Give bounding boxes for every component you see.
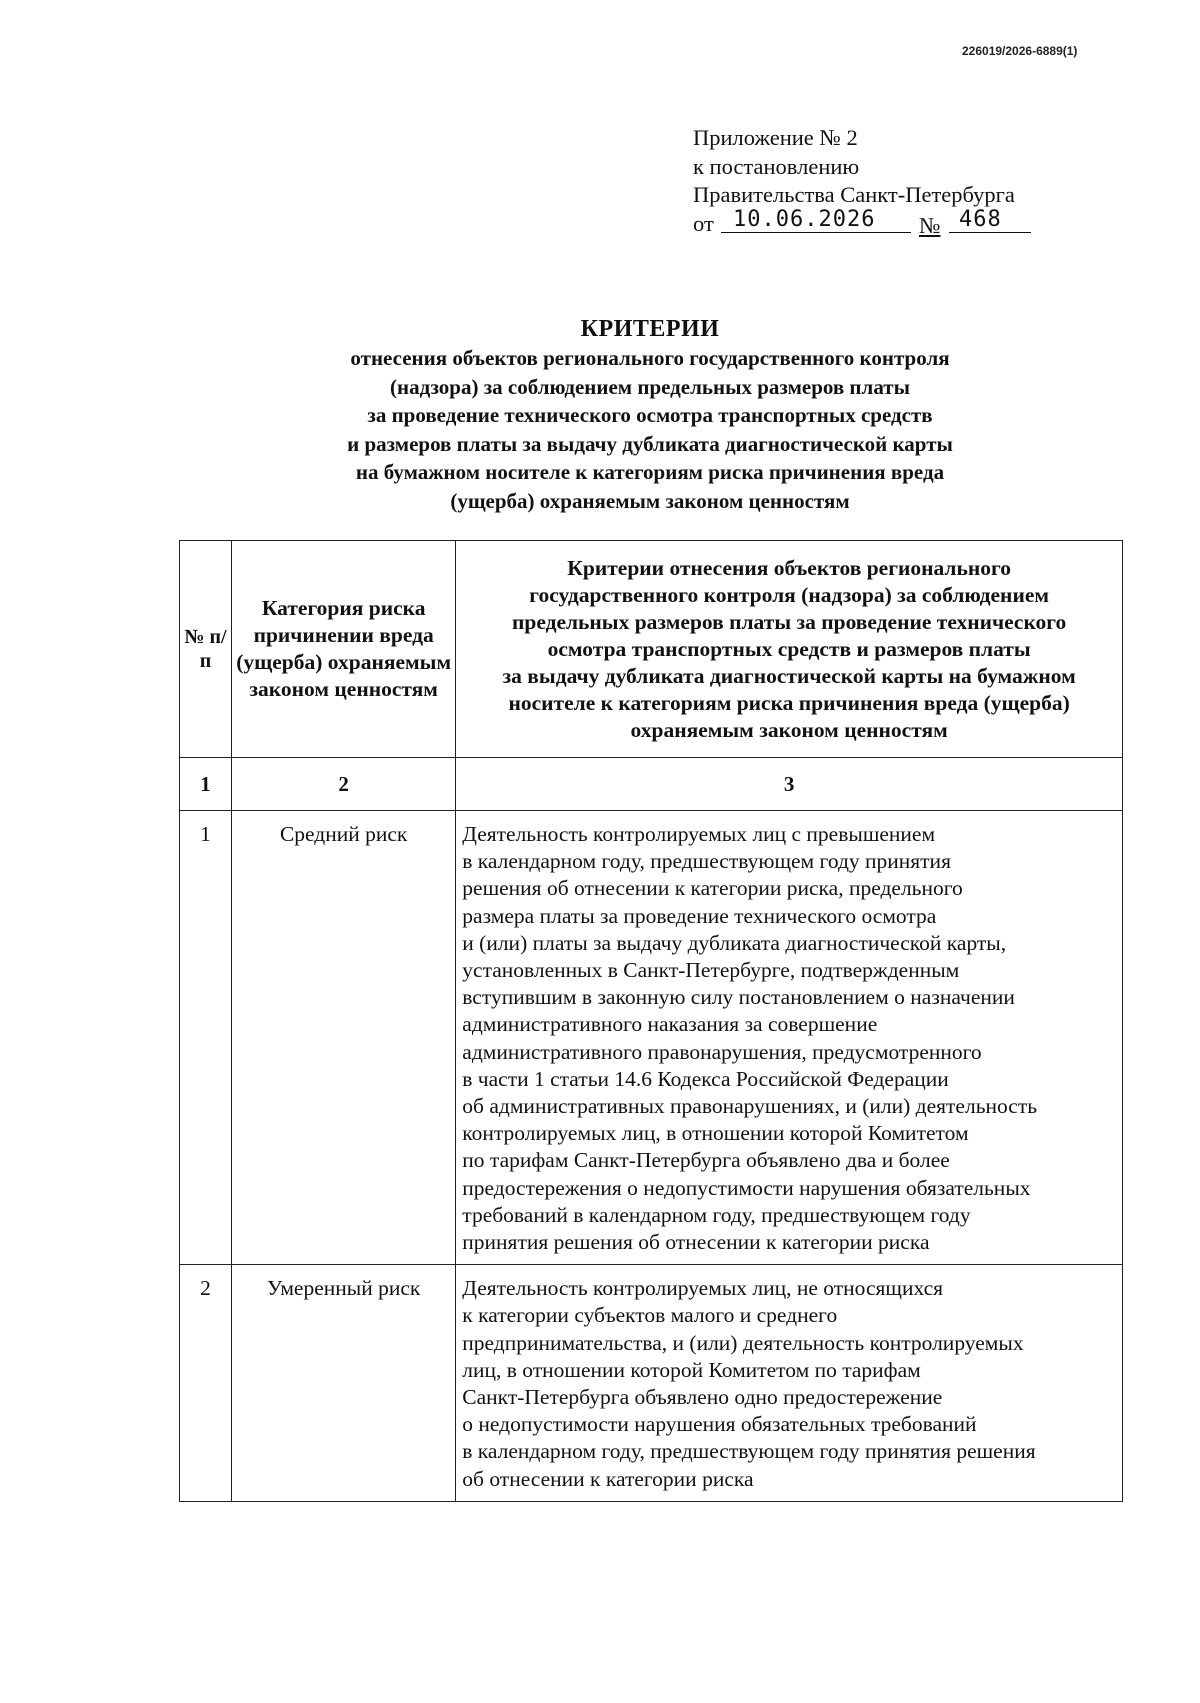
number-label: №	[919, 212, 941, 238]
appendix-line-3: Правительства Санкт-Петербурга	[693, 182, 1015, 207]
document-id: 226019/2026-6889(1)	[962, 44, 1078, 58]
appendix-block	[693, 124, 1015, 240]
criteria-table	[179, 540, 1123, 1502]
header-category: Категория риска причинении вреда (ущерба) охраняемым законом ценностям	[232, 541, 456, 758]
row-number: 1	[180, 811, 232, 1265]
table-header-row	[180, 541, 1123, 758]
column-number-3: 3	[456, 758, 1123, 811]
table-row	[180, 1265, 1123, 1502]
document-heading	[160, 314, 1140, 516]
column-numbers-row	[180, 758, 1123, 811]
row-category: Средний риск	[232, 811, 456, 1265]
resolution-number: 468	[959, 206, 1002, 232]
header-num: № п/п	[180, 541, 232, 758]
heading-subtitle: отнесения объектов регионального государственного контроля (надзора) за соблюдением предельных размеров платы за проведение технического осмотра транспортных средств и размеров платы за выдачу дубликата диагностической карты на бумажном носителе к категориям риска причинения вреда (ущерба) охраняемым законом ценностям	[347, 346, 953, 513]
row-number: 2	[180, 1265, 232, 1502]
header-criteria: Критерии отнесения объектов регионального государственного контроля (надзора) за соблюдением предельных размеров платы за проведение технического осмотра транспортных средств и размеров платы за выдачу дубликата диагностической карты на бумажном носителе к категориям риска причинения вреда (ущерба) охраняемым законом ценностям	[456, 541, 1123, 758]
column-number-1: 1	[180, 758, 232, 811]
column-number-2: 2	[232, 758, 456, 811]
row-criteria: Деятельность контролируемых лиц с превышением в календарном году, предшествующем году принятия решения об отнесении к категории риска, предельного размера платы за проведение технического осмотра и (или) платы за выдачу дубликата диагностической карты, установленных в Санкт-Петербурге, подтвержденным вступившим в законную силу постановлением о назначении административного наказания за совершение административного правонарушения, предусмотренного в части 1 статьи 14.6 Кодекса Российской Федерации об административных правонарушениях, и (или) деятельность контролируемых лиц, в отношении которой Комитетом по тарифам Санкт-Петербурга объявлено два и более предостережения о недопустимости нарушения обязательных требований в календарном году, предшествующем году принятия решения об отнесении к категории риска	[456, 811, 1123, 1265]
appendix-date-number-row	[693, 206, 1015, 240]
appendix-line-1: Приложение № 2	[693, 125, 858, 150]
resolution-date: 10.06.2026	[733, 206, 876, 232]
appendix-line-2: к постановлению	[693, 153, 860, 179]
row-category: Умеренный риск	[232, 1265, 456, 1502]
table-row	[180, 811, 1123, 1265]
row-criteria: Деятельность контролируемых лиц, не относящихся к категории субъектов малого и среднего предпринимательства, и (или) деятельность контролируемых лиц, в отношении которой Комитетом по тарифам Санкт-Петербурга объявлено одно предостережение о недопустимости нарушения обязательных требований в календарном году, предшествующем году принятия решения об отнесении к категории риска	[456, 1265, 1123, 1502]
heading-title: КРИТЕРИИ	[580, 316, 720, 342]
date-prefix: от	[693, 210, 714, 236]
